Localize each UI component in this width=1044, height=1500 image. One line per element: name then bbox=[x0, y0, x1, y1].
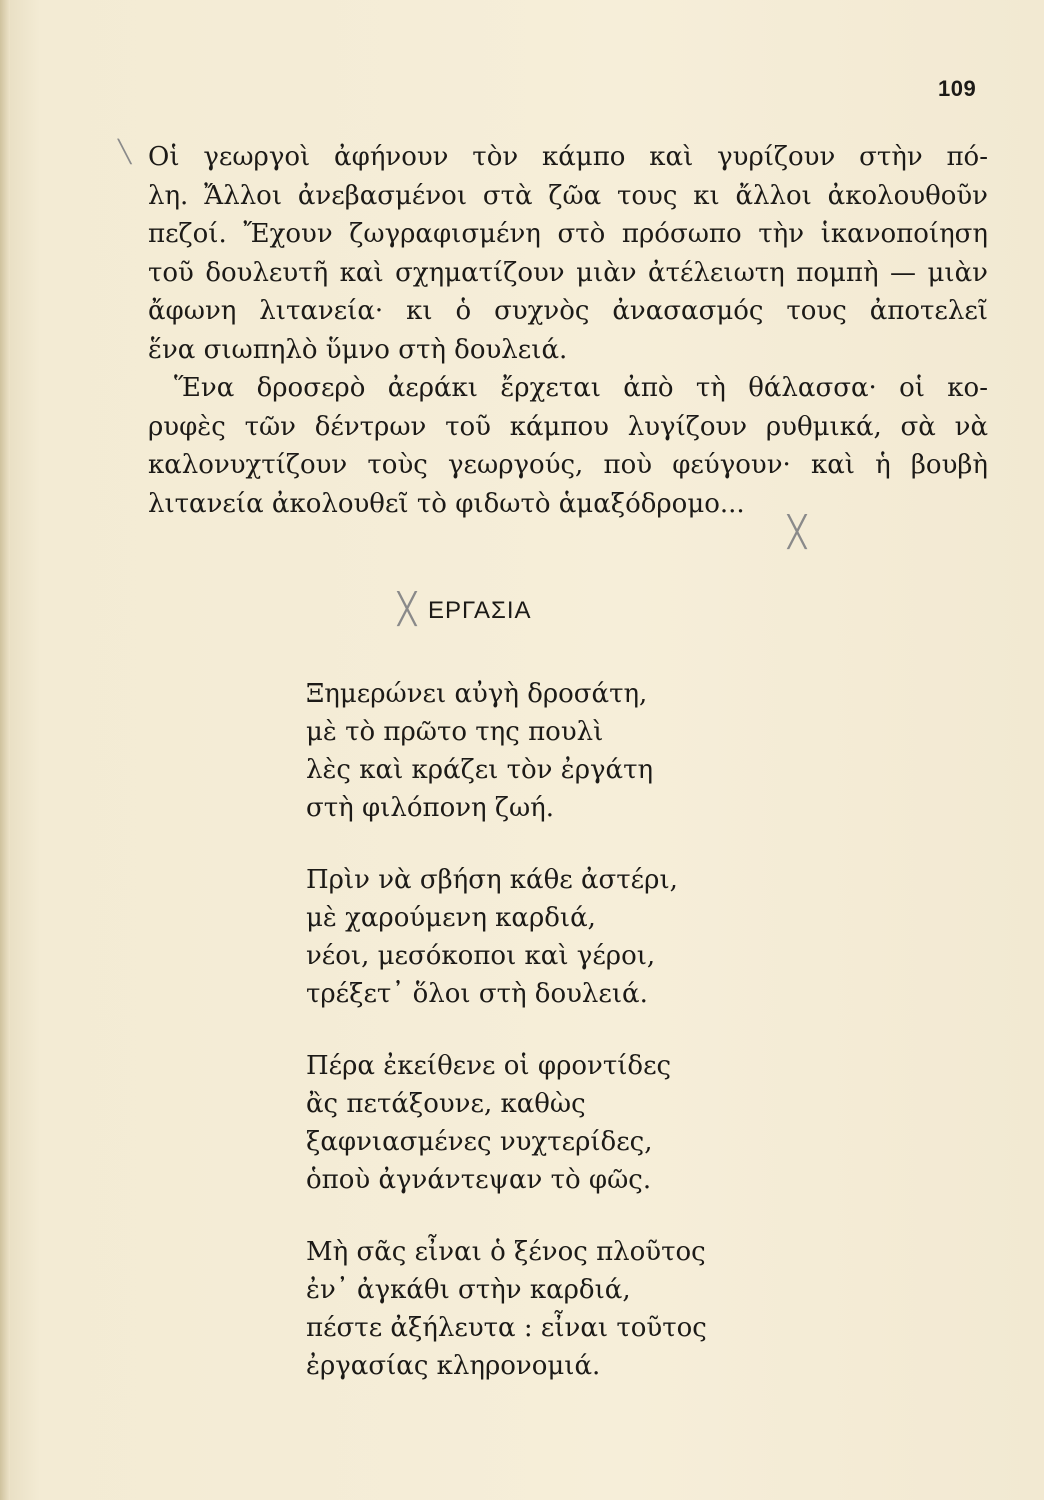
prose-line: καλονυχτίζουν τοὺς γεωργούς, ποὺ φεύγουν· καὶ ἡ βουβὴ bbox=[148, 450, 988, 480]
prose-line: Ἕνα δροσερὸ ἀεράκι ἔρχεται ἀπὸ τὴ θάλασσα· οἱ κο- bbox=[174, 373, 988, 403]
verse-line: ἐν᾿ ἀγκάθι στὴν καρδιά, bbox=[306, 1275, 631, 1305]
verse-line: τρέξετ᾿ ὅλοι στὴ δουλειά. bbox=[306, 979, 648, 1009]
pencil-cross-icon: ╳ bbox=[398, 592, 417, 627]
prose-line: τοῦ δουλευτῆ καὶ σχηματίζουν μιὰν ἀτέλειωτη πομπὴ — μιὰν bbox=[148, 257, 988, 288]
verse-line: Πρὶν νὰ σβήση κάθε ἀστέρι, bbox=[306, 865, 678, 895]
stanza bbox=[306, 1233, 707, 1385]
prose-line: ἕνα σιωπηλὸ ὕμνο στὴ δουλειά. bbox=[148, 334, 568, 365]
pencil-mark-icon: ╲ bbox=[118, 140, 132, 165]
verse-line: Ξημερώνει αὐγὴ δροσάτη, bbox=[306, 679, 648, 709]
pencil-cross-icon: ╳ bbox=[788, 515, 807, 550]
prose-line: ρυφὲς τῶν δέντρων τοῦ κάμπου λυγίζουν ρυθμικά, σὰ νὰ bbox=[148, 411, 988, 442]
verse-line: ἂς πετάξουνε, καθὼς bbox=[306, 1089, 586, 1119]
verse-line: λὲς καὶ κράζει τὸν ἐργάτη bbox=[306, 755, 654, 785]
verse-line: μὲ χαρούμενη καρδιά, bbox=[306, 903, 596, 933]
stanza bbox=[306, 675, 707, 827]
stanza bbox=[306, 1047, 707, 1199]
prose-line: ἄφωνη λιτανεία· κι ὁ συχνὸς ἀνασασμός τους ἀποτελεῖ bbox=[148, 296, 988, 326]
verse-line: πέστε ἀξήλευτα : εἶναι τοῦτος bbox=[306, 1313, 707, 1343]
page-gutter bbox=[0, 0, 10, 1500]
verse-line: ξαφνιασμένες νυχτερίδες, bbox=[306, 1127, 653, 1157]
verse-line: Πέρα ἐκείθενε οἱ φροντίδες bbox=[306, 1051, 672, 1081]
verse-line: ὁποὺ ἀγνάντεψαν τὸ φῶς. bbox=[306, 1165, 652, 1195]
prose-line: λη. Ἄλλοι ἀνεβασμένοι στὰ ζῶα τους κι ἄλλοι ἀκολουθοῦν bbox=[148, 180, 988, 211]
prose-passage bbox=[148, 138, 988, 523]
poem-title: ΕΡΓΑΣΙΑ bbox=[428, 597, 532, 624]
page-number: 109 bbox=[938, 76, 977, 101]
prose-line: πεζοί. Ἔχουν ζωγραφισμένη στὸ πρόσωπο τὴν ἱκανοποίηση bbox=[148, 219, 988, 249]
prose-line: λιτανεία ἀκολουθεῖ τὸ φιδωτὸ ἁμαξόδρομο... bbox=[148, 488, 745, 519]
verse-line: μὲ τὸ πρῶτο της πουλὶ bbox=[306, 717, 604, 747]
verse-line: νέοι, μεσόκοποι καὶ γέροι, bbox=[306, 941, 656, 971]
poem bbox=[306, 675, 707, 1419]
stanza bbox=[306, 861, 707, 1013]
verse-line: Μὴ σᾶς εἶναι ὁ ξένος πλοῦτος bbox=[306, 1237, 706, 1267]
verse-line: στὴ φιλόπονη ζωή. bbox=[306, 793, 555, 823]
prose-line: Οἱ γεωργοὶ ἀφήνουν τὸν κάμπο καὶ γυρίζουν στὴν πό- bbox=[148, 142, 988, 172]
verse-line: ἐργασίας κληρονομιά. bbox=[306, 1351, 601, 1381]
